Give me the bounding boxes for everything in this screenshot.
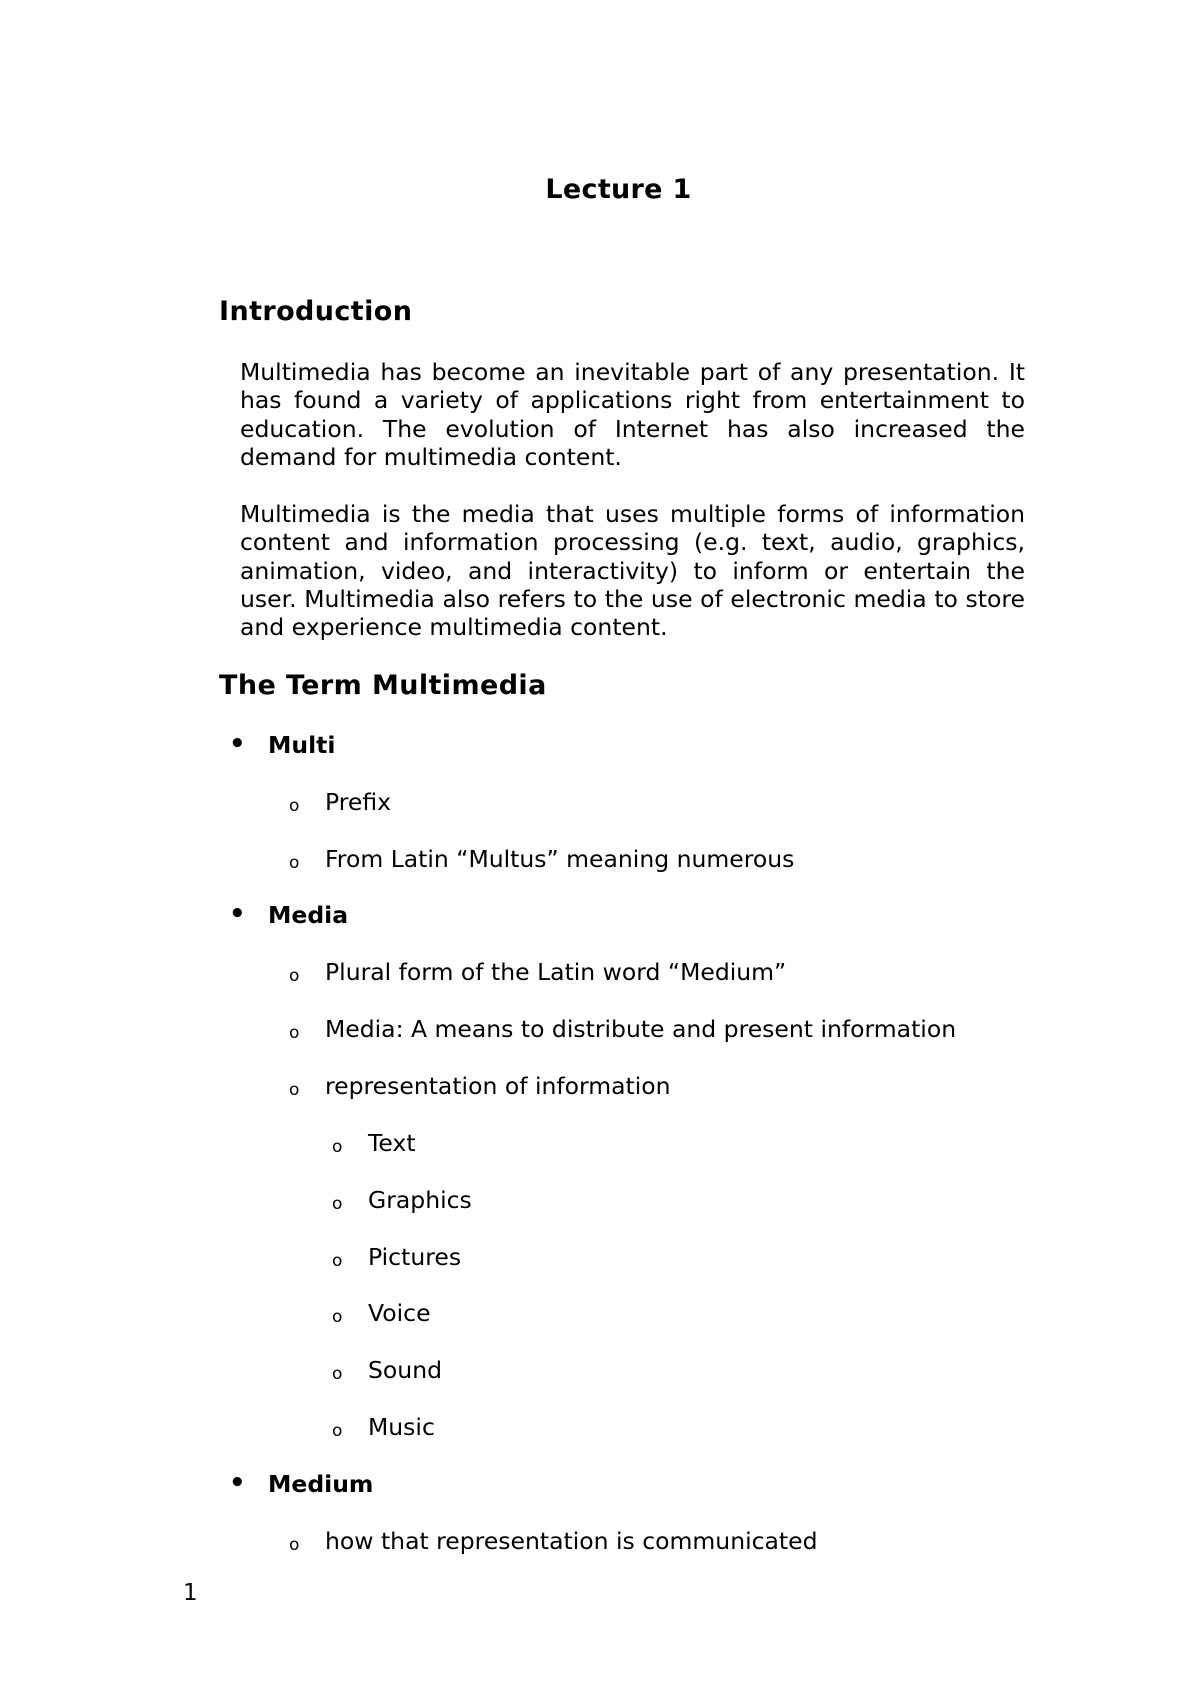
list-item: representation of information — [325, 1072, 671, 1100]
term-multi-label: Multi — [268, 731, 336, 759]
term-multimedia-heading: The Term Multimedia — [219, 670, 547, 701]
sub-bullet-icon: o — [289, 1023, 300, 1043]
introduction-heading: Introduction — [219, 296, 413, 327]
page-title: Lecture 1 — [545, 174, 692, 205]
list-item: Sound — [368, 1356, 442, 1384]
sub-bullet-icon: o — [332, 1364, 343, 1384]
list-item: Text — [368, 1129, 416, 1157]
list-item: Pictures — [368, 1243, 462, 1271]
introduction-paragraph-1-text: Multimedia has become an inevitable part of any presentation. It has found a variety of applications right from entertainment to education. The evolution of Internet has also increased the demand for multimedia content. — [240, 358, 1025, 471]
sub-bullet-icon: o — [289, 796, 300, 816]
sub-bullet-icon: o — [332, 1194, 343, 1214]
list-item: Media: A means to distribute and present information — [325, 1015, 957, 1043]
sub-bullet-icon: o — [289, 1080, 300, 1100]
bullet-icon: • — [229, 1468, 246, 1498]
list-item: Music — [368, 1413, 435, 1441]
list-item: Graphics — [368, 1186, 472, 1214]
sub-bullet-icon: o — [289, 1535, 300, 1555]
list-item: Voice — [368, 1299, 431, 1327]
sub-bullet-icon: o — [332, 1307, 343, 1327]
list-item: how that representation is communicated — [325, 1527, 818, 1555]
bullet-icon: • — [229, 729, 246, 759]
sub-bullet-icon: o — [289, 853, 300, 873]
term-media-label: Media — [268, 901, 349, 929]
page-number: 1 — [183, 1580, 198, 1606]
sub-bullet-icon: o — [289, 966, 300, 986]
introduction-paragraph-1 — [240, 358, 1025, 471]
introduction-paragraph-2-text: Multimedia is the media that uses multiple forms of information content and information processing (e.g. text, audio, graphics, animation, video, and interactivity) to inform or entertain the user. Multimedia also refers to the use of electronic media to store and experience multimedia content. — [240, 500, 1025, 642]
list-item: From Latin “Multus” meaning numerous — [325, 845, 795, 873]
sub-bullet-icon: o — [332, 1421, 343, 1441]
bullet-icon: • — [229, 899, 246, 929]
list-item: Plural form of the Latin word “Medium” — [325, 958, 787, 986]
introduction-paragraph-2 — [240, 500, 1025, 641]
list-item: Prefix — [325, 788, 392, 816]
sub-bullet-icon: o — [332, 1251, 343, 1271]
sub-bullet-icon: o — [332, 1137, 343, 1157]
term-medium-label: Medium — [268, 1470, 374, 1498]
